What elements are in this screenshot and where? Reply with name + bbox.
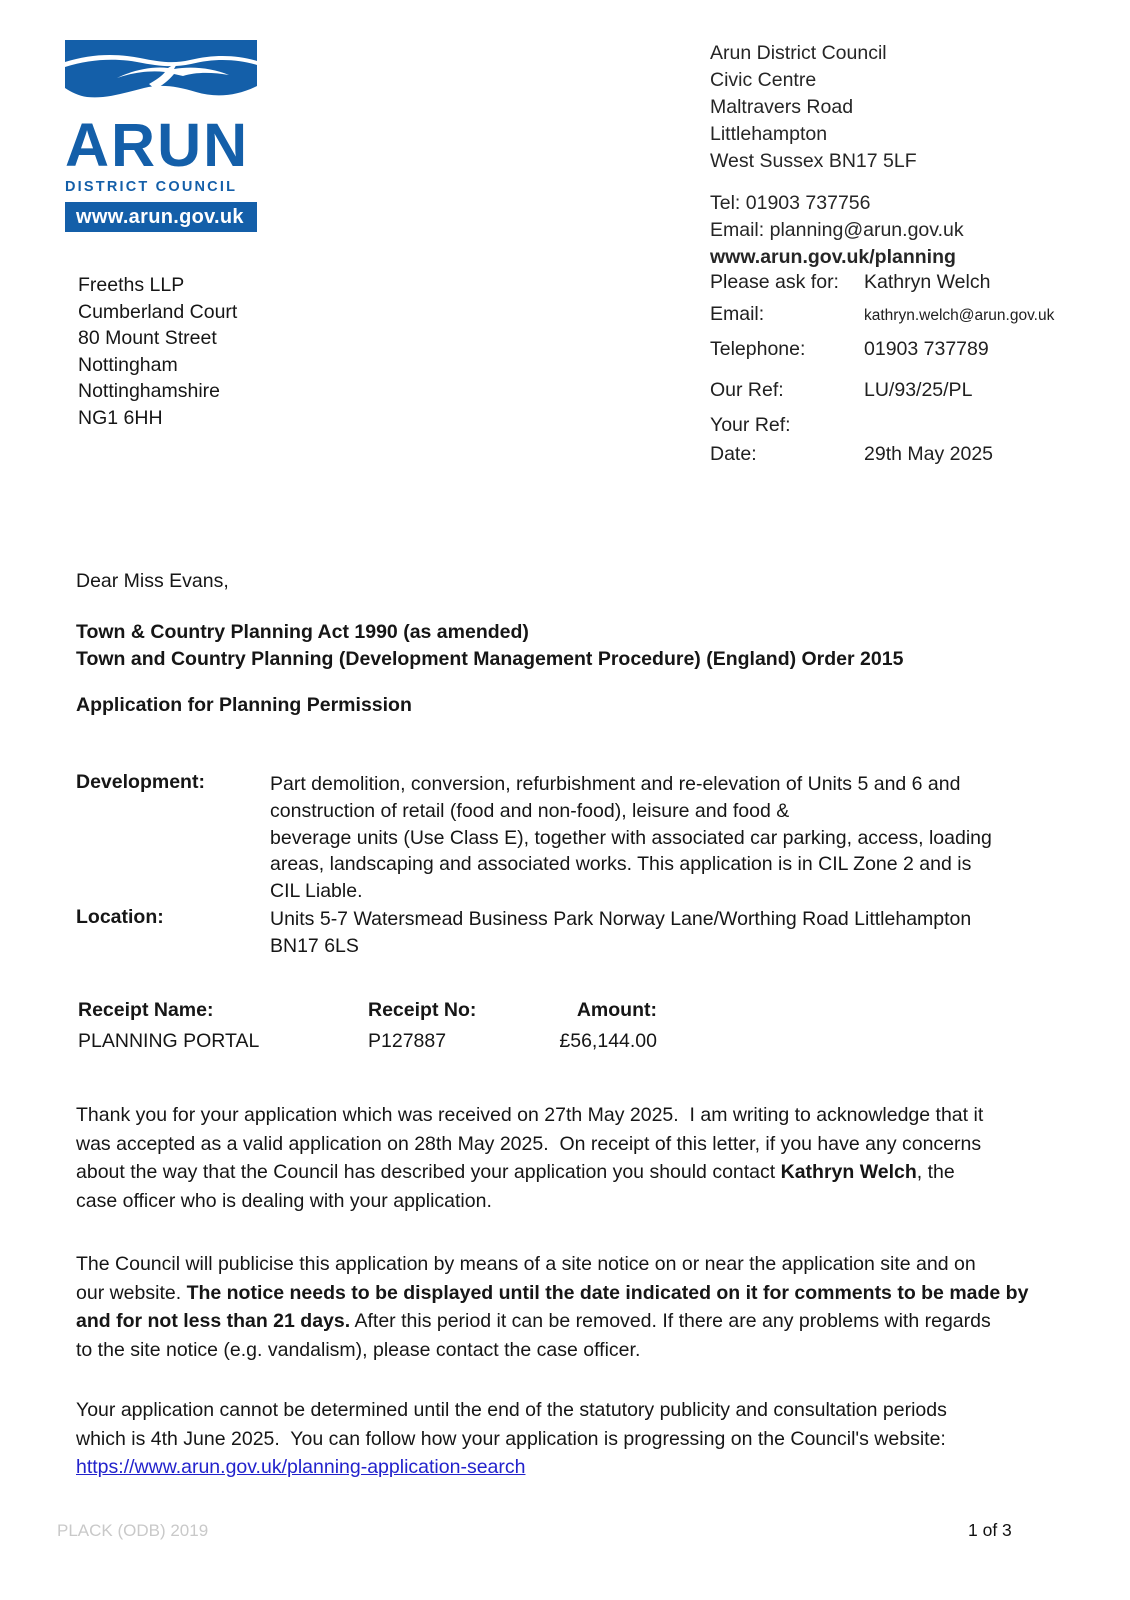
bold-text: Kathryn Welch xyxy=(780,1161,917,1183)
receipt-name-header: Receipt Name: xyxy=(78,999,214,1021)
salutation: Dear Miss Evans, xyxy=(76,570,229,592)
location-description xyxy=(270,906,971,960)
field-value: LU/93/25/PL xyxy=(864,379,973,401)
bold-text: and for not less than 21 days. xyxy=(76,1310,351,1332)
text-segment: Cumberland Court xyxy=(78,300,238,323)
text-segment: areas, landscaping and associated works. This application is in CIL Zone 2 and is xyxy=(270,853,972,876)
field-our-ref xyxy=(710,379,972,402)
text-line xyxy=(76,1336,1028,1365)
text-line xyxy=(78,299,237,326)
text-line xyxy=(270,933,971,960)
text-segment: Littlehampton xyxy=(710,123,828,145)
field-label: Our Ref: xyxy=(710,379,784,401)
text-segment: Units 5-7 Watersmead Business Park Norway Lane/Worthing Road Littlehampton xyxy=(270,908,972,930)
field-date xyxy=(710,443,993,466)
text-line xyxy=(76,1250,1028,1279)
field-your-ref xyxy=(710,414,864,437)
field-value: kathryn.welch@arun.gov.uk xyxy=(864,307,1055,324)
text-segment: was accepted as a valid application on 28th May 2025. On receipt of this letter, if you have any concerns xyxy=(76,1132,982,1155)
council-telephone: Tel: 01903 737756 xyxy=(710,192,871,214)
spacer xyxy=(710,175,1110,190)
text-line xyxy=(76,1101,983,1130)
logo-url-bar: www.arun.gov.uk xyxy=(65,202,257,232)
text-segment: case officer who is dealing with your application. xyxy=(76,1189,492,1212)
text-segment: After this period it can be removed. If there are any problems with regards xyxy=(350,1310,991,1332)
act-headings xyxy=(76,619,903,673)
field-officer-email xyxy=(710,303,1054,326)
arun-seagull-waves-icon xyxy=(65,40,257,106)
text-line xyxy=(78,378,237,405)
text-line xyxy=(76,1307,1028,1336)
field-telephone xyxy=(710,338,989,361)
receipt-name-value: PLANNING PORTAL xyxy=(78,1030,260,1052)
text-line xyxy=(76,619,903,646)
text-segment: Town & Country Planning Act 1990 (as amended) xyxy=(76,621,529,643)
field-label: Email: xyxy=(710,303,765,325)
council-address-block xyxy=(710,40,1110,271)
receipt-amount-value: £56,144.00 xyxy=(559,1030,657,1052)
receipt-no-header: Receipt No: xyxy=(368,999,477,1021)
text-line xyxy=(270,906,971,933)
text-segment: NG1 6HH xyxy=(78,406,163,429)
arun-logo xyxy=(65,40,257,232)
field-label: Please ask for: xyxy=(710,271,839,293)
text-segment: beverage units (Use Class E), together with associated car parking, access, loading xyxy=(270,826,992,849)
council-planning-url: www.arun.gov.uk/planning xyxy=(710,246,956,268)
text-line xyxy=(78,405,237,432)
text-segment: which is 4th June 2025. You can follow how your application is progressing on the Council's website: xyxy=(76,1427,946,1450)
text-line xyxy=(710,121,1110,148)
page-number: 1 of 3 xyxy=(968,1520,1012,1540)
text-segment: Town and Country Planning (Development Management Procedure) (England) Order 2015 xyxy=(76,648,904,670)
text-line xyxy=(270,798,992,825)
paragraph-acknowledgement xyxy=(76,1101,983,1215)
text-segment: Thank you for your application which was received on 27th May 2025. I am writing to acknowledge that it xyxy=(76,1104,984,1126)
text-segment: to the site notice (e.g. vandalism), please contact the case officer. xyxy=(76,1338,641,1361)
field-please-ask-for xyxy=(710,271,990,294)
text-line xyxy=(710,94,1110,121)
text-line xyxy=(270,878,992,905)
text-line xyxy=(270,771,992,798)
paragraph-site-notice xyxy=(76,1250,1028,1364)
council-email: Email: planning@arun.gov.uk xyxy=(710,219,964,241)
recipient-address xyxy=(78,272,237,431)
logo-org-name: ARUN xyxy=(65,111,250,179)
contact-fields xyxy=(710,271,1120,481)
text-segment: Arun District Council xyxy=(710,42,887,64)
text-line xyxy=(78,352,237,379)
text-line xyxy=(76,1187,983,1216)
text-segment: Your application cannot be determined until the end of the statutory publicity and consultation periods xyxy=(76,1399,947,1421)
text-segment: our website. xyxy=(76,1281,187,1304)
text-line xyxy=(710,40,1110,67)
text-segment: , the xyxy=(916,1161,955,1183)
text-line xyxy=(76,1130,983,1159)
text-segment: West Sussex BN17 5LF xyxy=(710,150,917,172)
footer-form-code: PLACK (ODB) 2019 xyxy=(57,1521,209,1540)
development-description xyxy=(270,771,992,905)
text-segment: Freeths LLP xyxy=(78,274,185,296)
text-line xyxy=(76,1279,1028,1308)
text-line xyxy=(270,825,992,852)
text-line xyxy=(710,148,1110,175)
receipt-amount-header: Amount: xyxy=(576,999,657,1021)
field-value: 01903 737789 xyxy=(864,338,989,360)
text-segment: Part demolition, conversion, refurbishment and re-elevation of Units 5 and 6 and xyxy=(270,773,961,795)
paragraph-consultation xyxy=(76,1396,947,1482)
field-label: Telephone: xyxy=(710,338,806,360)
text-segment: about the way that the Council has described your application you should contact xyxy=(76,1161,781,1183)
field-value: Kathryn Welch xyxy=(864,271,991,293)
bold-text: The notice needs to be displayed until the date indicated on it for comments to be made by xyxy=(186,1281,1029,1304)
text-segment: 80 Mount Street xyxy=(78,327,217,349)
text-line xyxy=(270,851,992,878)
location-label: Location: xyxy=(76,906,164,928)
text-segment: construction of retail (food and non-food), leisure and food & xyxy=(270,799,790,822)
text-segment: Nottinghamshire xyxy=(78,380,220,402)
field-label: Date: xyxy=(710,443,757,465)
text-line xyxy=(76,1425,947,1454)
subject-heading: Application for Planning Permission xyxy=(76,694,412,716)
text-line xyxy=(76,1158,983,1187)
logo-org-subtitle: DISTRICT COUNCIL xyxy=(65,179,238,195)
field-label: Your Ref: xyxy=(710,414,791,436)
development-label: Development: xyxy=(76,771,205,793)
text-line xyxy=(78,325,237,352)
text-line xyxy=(710,67,1110,94)
planning-application-search-link[interactable]: https://www.arun.gov.uk/planning-application-search xyxy=(76,1456,526,1478)
text-segment: Civic Centre xyxy=(710,69,817,91)
text-line xyxy=(76,1396,947,1425)
text-segment: CIL Liable. xyxy=(270,880,363,903)
text-line xyxy=(76,1453,947,1482)
text-segment: Maltravers Road xyxy=(710,96,854,118)
text-segment: The Council will publicise this application by means of a site notice on or near the application site and on xyxy=(76,1253,976,1275)
council-address-lines xyxy=(710,40,1110,175)
text-segment: BN17 6LS xyxy=(270,934,359,957)
text-line xyxy=(78,272,237,299)
text-line xyxy=(76,646,903,673)
field-value: 29th May 2025 xyxy=(864,443,994,465)
receipt-no-value: P127887 xyxy=(368,1030,447,1052)
text-segment: Nottingham xyxy=(78,353,178,376)
